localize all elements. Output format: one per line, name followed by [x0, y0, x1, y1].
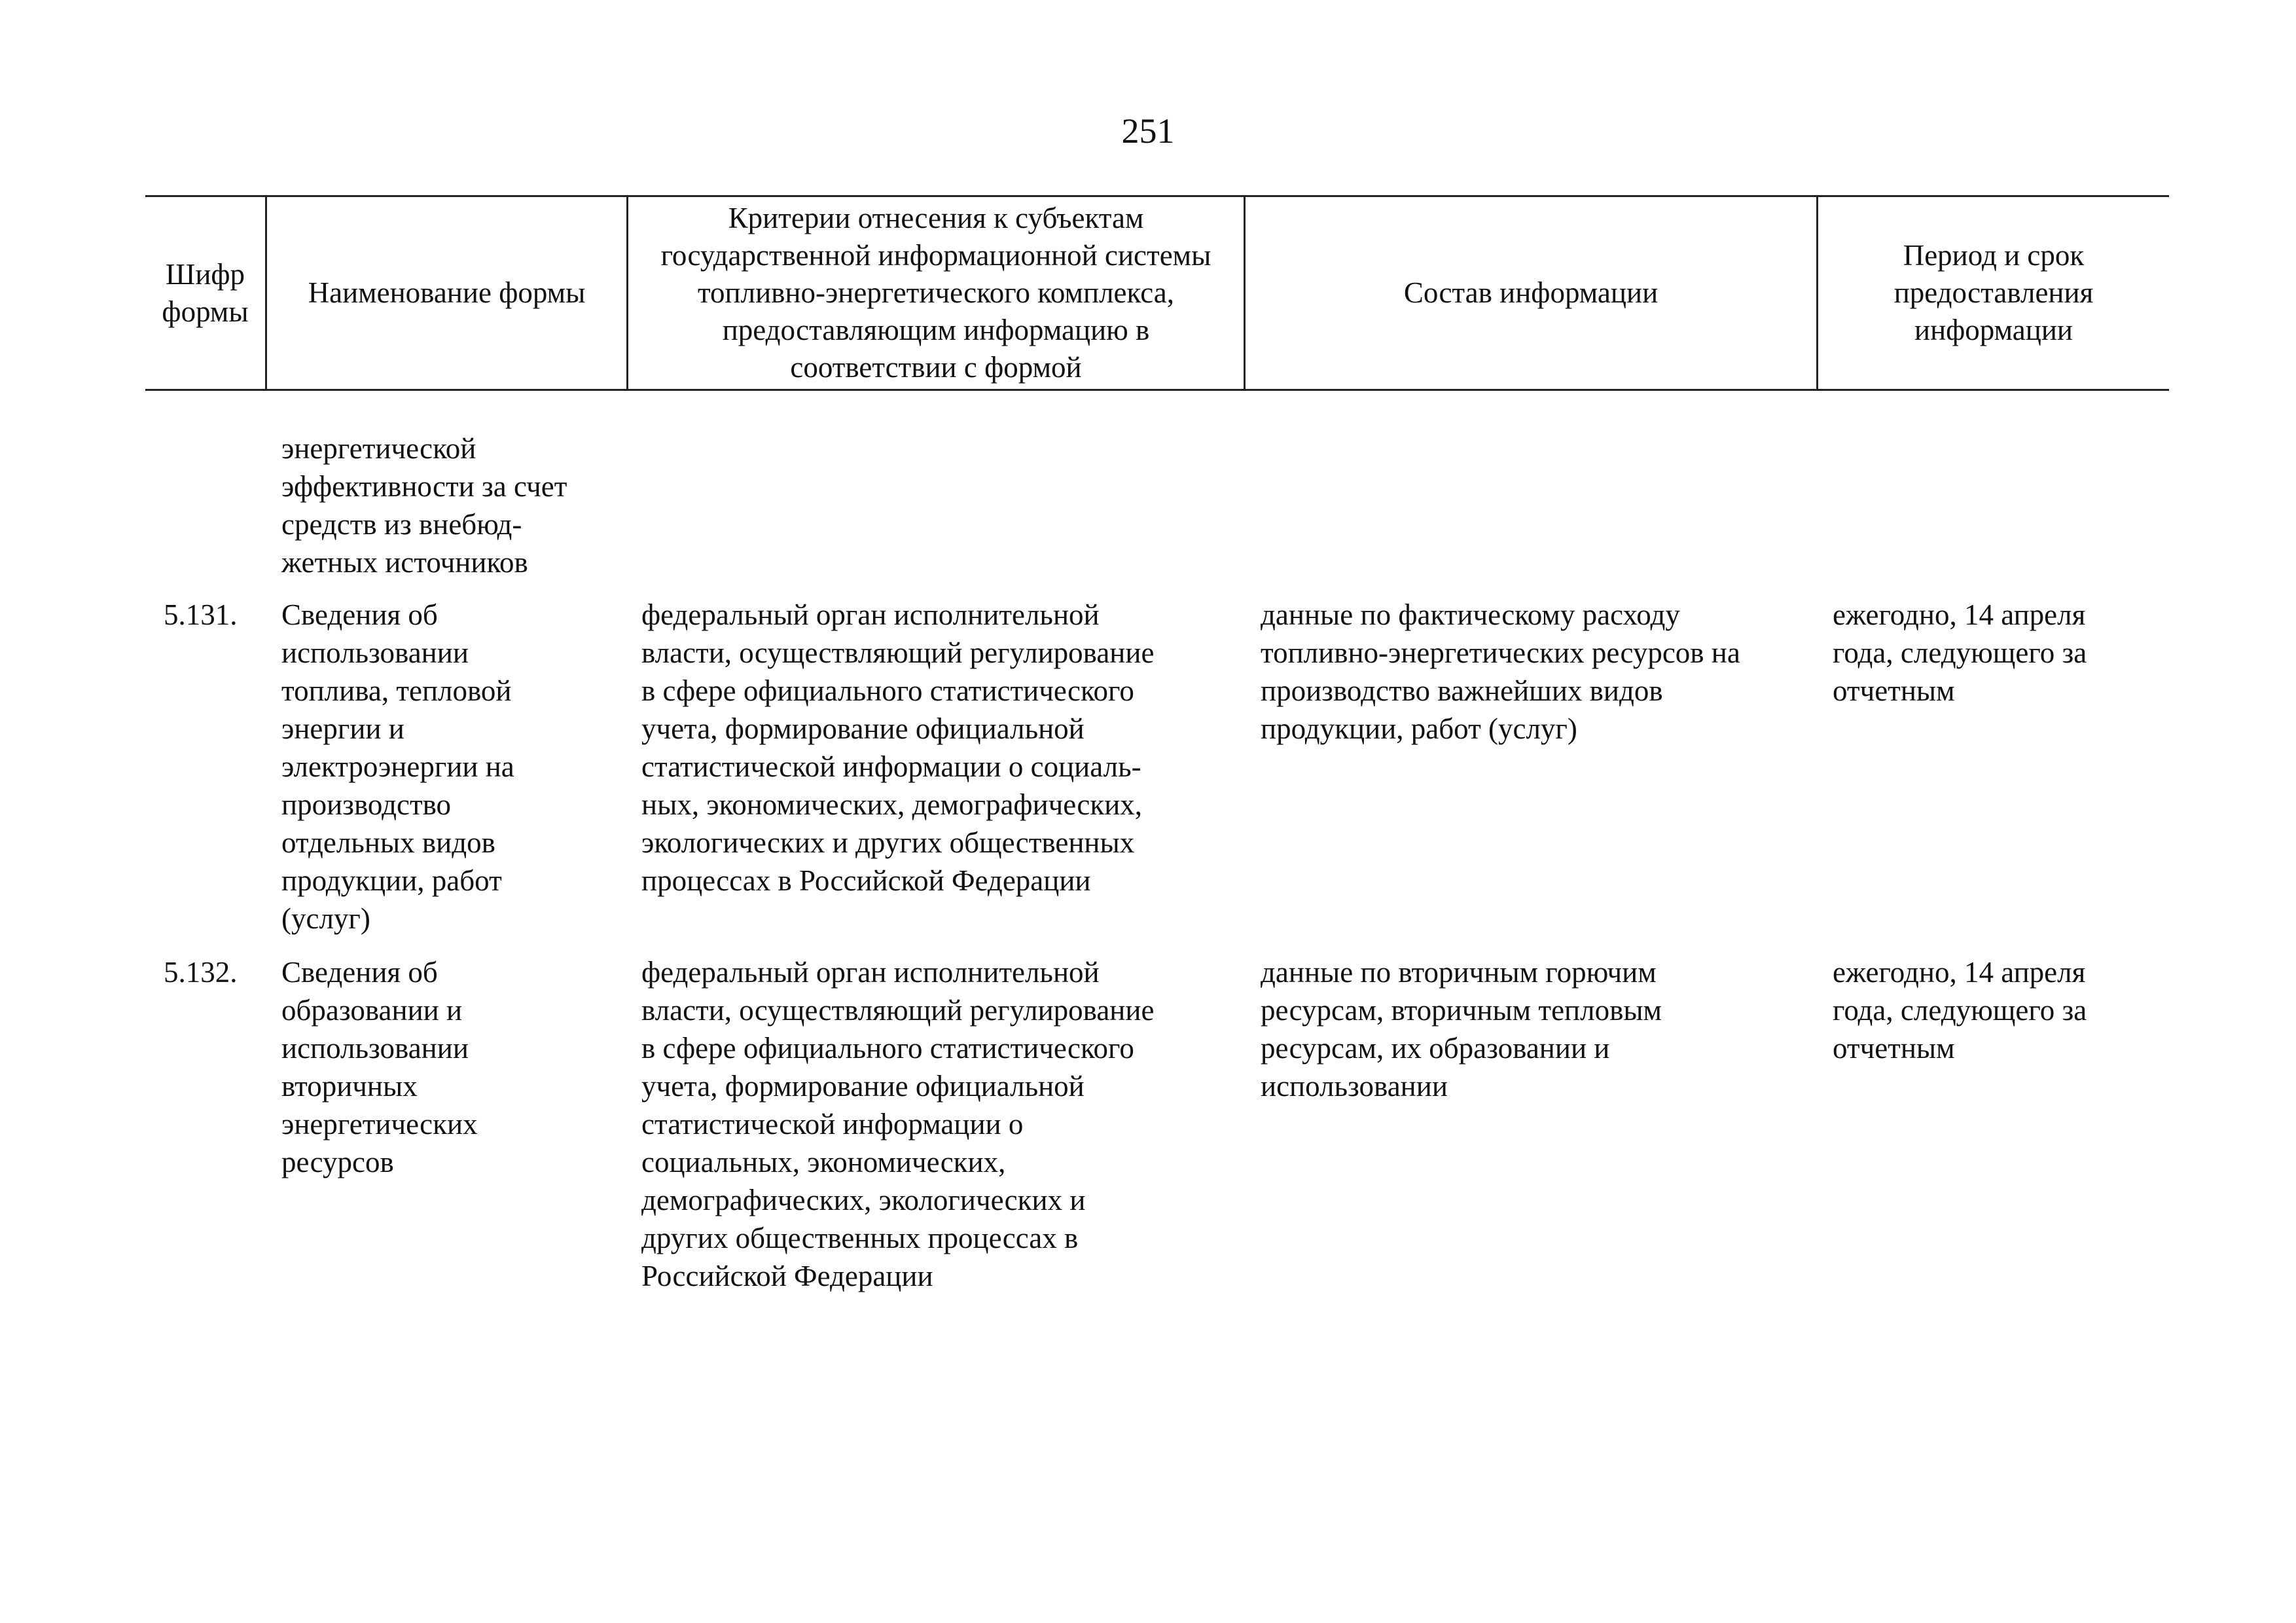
header-composition: Состав информации [1403, 276, 1659, 309]
header-period: Период и срок предоставления информации [1893, 239, 2094, 346]
row-form-name: Сведения об образовании и использовании вторичных энергетических ресурсов [281, 956, 478, 1178]
row-form-name: Сведения об использовании топлива, тепловой энергии и электроэнергии на производство отдельных видов продукции, работ (услуг) [281, 598, 514, 935]
row-code: 5.131. [164, 598, 238, 631]
row-composition: данные по фактическому расходу топливно-энергетических ресурсов на производство важнейших видов продукции, работ (услуг) [1261, 598, 1740, 745]
row-period: ежегодно, 14 апреля года, следующего за отчетным [1833, 598, 2087, 707]
header-form-name: Наименование формы [308, 276, 586, 309]
row-composition: данные по вторичным горючим ресурсам, вторичным тепловым ресурсам, их образовании и использовании [1261, 956, 1662, 1103]
row-code: 5.132. [164, 956, 238, 989]
header-criteria: Критерии отнесения к субъектам государственной информационной системы топливно-энергетического комплекса, предоставляющим информацию в соответствии с формой [660, 202, 1211, 384]
page-number: 251 [1121, 111, 1175, 151]
row-criteria: федеральный орган исполнительной власти, осуществляющий регулирование в сфере официального статистического учета, формирование официальной статистической информации о социальных, экономических, демографических, экологических и других общественных процессах в Российской Федерации [641, 956, 1155, 1292]
header-code: Шифр формы [162, 257, 249, 328]
row-period: ежегодно, 14 апреля года, следующего за отчетным [1833, 956, 2087, 1065]
table-header-bottom-rule [145, 389, 2169, 391]
continuation-form-name: энергетической эффективности за счет средств из внебюд- жетных источников [281, 432, 567, 579]
row-criteria: федеральный орган исполнительной власти, осуществляющий регулирование в сфере официального статистического учета, формирование официальной статистической информации о социаль- ных, экономических, демографических, экологических и других общественных процессах в Российской Федерации [641, 598, 1155, 897]
